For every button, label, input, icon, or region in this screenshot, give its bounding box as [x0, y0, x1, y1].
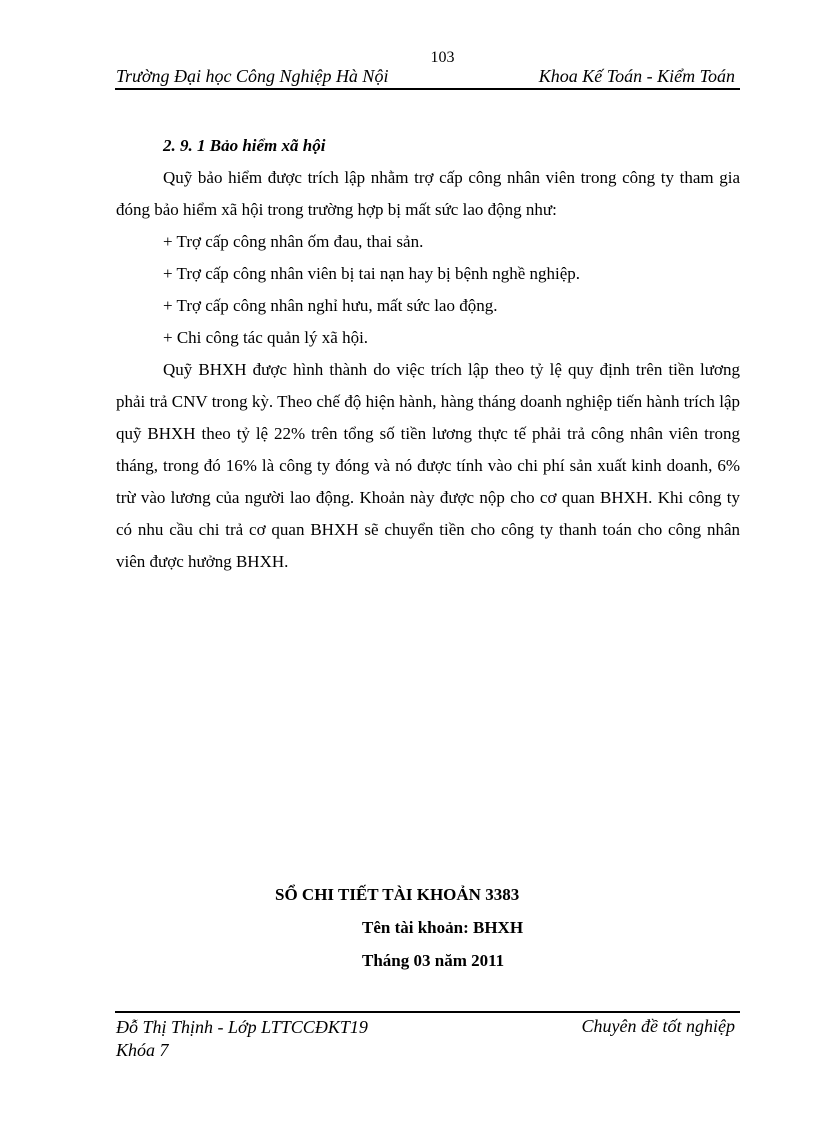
footer-author-course: Khóa 7	[116, 1040, 169, 1060]
document-body	[116, 130, 740, 578]
ledger-title: SỔ CHI TIẾT TÀI KHOẢN 3383	[275, 885, 520, 904]
header-divider	[115, 88, 740, 90]
footer-doc-type: Chuyên đề tốt nghiệp	[581, 1016, 735, 1036]
footer-divider	[115, 1011, 740, 1013]
bullet-item: + Trợ cấp công nhân nghỉ hưu, mất sức lao động.	[163, 296, 498, 315]
bullet-item: + Trợ cấp công nhân ốm đau, thai sản.	[163, 232, 424, 251]
header-school: Trường Đại học Công Nghiệp Hà Nội	[116, 66, 389, 86]
bullet-item: + Chi công tác quản lý xã hội.	[163, 328, 369, 347]
footer-author-name: Đỗ Thị Thịnh - Lớp LTTCCĐKT19	[116, 1017, 368, 1037]
paragraph-intro: Quỹ bảo hiểm được trích lập nhằm trợ cấp công nhân viên trong công ty tham gia đóng bảo hiểm xã hội trong trường hợp bị mất sức lao động như:	[116, 168, 740, 219]
header-faculty: Khoa Kế Toán - Kiểm Toán	[538, 66, 735, 86]
bullet-item: + Trợ cấp công nhân viên bị tai nạn hay bị bệnh nghề nghiệp.	[163, 264, 581, 283]
ledger-period: Tháng 03 năm 2011	[362, 951, 505, 970]
paragraph-fund: Quỹ BHXH được hình thành do việc trích lập theo tỷ lệ quy định trên tiền lương phải trả CNV trong kỳ. Theo chế độ hiện hành, hàng tháng doanh nghiệp tiến hành trích lập quỹ BHXH theo tỷ lệ 22% trên tổng số tiền lương thực tế phải trả công nhân viên trong tháng, trong đó 16% là công ty đóng và nó được tính vào chi phí sản xuất kinh doanh, 6% trừ vào lương của người lao động. Khoản này được nộp cho cơ quan BHXH. Khi công ty có nhu cầu chi trả cơ quan BHXH sẽ chuyển tiền cho công ty thanh toán cho công nhân viên được hưởng BHXH.	[116, 360, 740, 571]
footer-author	[116, 1016, 368, 1062]
section-title: 2. 9. 1 Bảo hiểm xã hội	[163, 136, 326, 155]
ledger-account-name: Tên tài khoản: BHXH	[362, 918, 524, 937]
page-number: 103	[430, 49, 455, 66]
